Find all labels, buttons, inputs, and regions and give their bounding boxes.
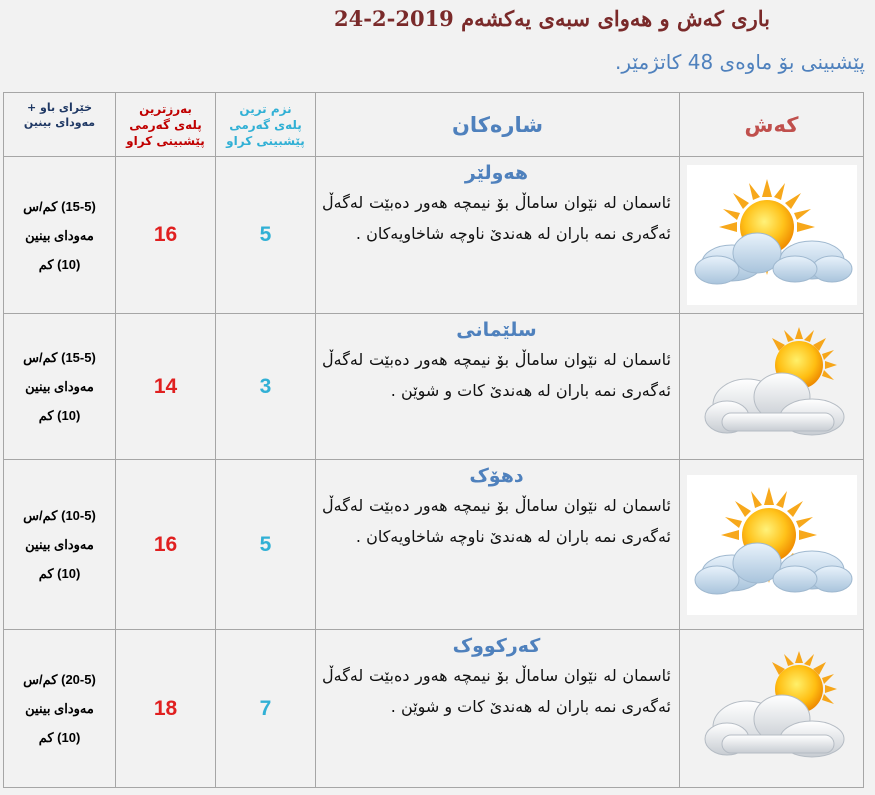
wind-visibility-cell [4, 157, 116, 314]
wind-speed: (20-5) کم/س [23, 672, 96, 687]
city-name: سلێمانی [456, 319, 537, 341]
table-row [4, 460, 864, 630]
visibility-label: مەودای بینین [25, 701, 94, 716]
city-name: کەرکووک [452, 635, 541, 657]
city-name: دهۆک [469, 465, 524, 487]
city-cell [316, 314, 680, 460]
header-wind-line: خێرای باو + [26, 100, 93, 114]
wind-visibility-cell [4, 314, 116, 460]
visibility-label: مەودای بینین [25, 537, 94, 552]
header-weather: کەش [680, 93, 864, 157]
weather-icon-cell [680, 157, 864, 314]
wind-speed: (10-5) کم/س [23, 508, 96, 523]
max-temp-cell: 16 [116, 460, 216, 630]
partly-cloudy-icon [687, 639, 857, 779]
table-header-row [4, 93, 864, 157]
page-subtitle: پێشبینی بۆ ماوەی 48 کاتژمێر. [615, 50, 865, 74]
forecast-description: ئاسمان لە نێوان ساماڵ بۆ نیمچە هەور دەبێت لەگەڵ ئەگەری نمە باران لە هەندێ ناوچە شاخاویەکان . [322, 193, 671, 243]
min-temp-cell: 5 [216, 157, 316, 314]
min-temp-cell: 5 [216, 460, 316, 630]
visibility-value: (10) کم [38, 256, 81, 272]
forecast-table [3, 92, 864, 788]
min-temp-cell: 3 [216, 314, 316, 460]
weather-icon-cell [680, 630, 864, 788]
table-row [4, 314, 864, 460]
city-cell [316, 157, 680, 314]
table-row [4, 157, 864, 314]
header-min-line2: پلەی گەرمی [229, 117, 302, 132]
weather-icon-cell [680, 314, 864, 460]
visibility-label: مەودای بینین [25, 379, 94, 394]
wind-visibility-cell [4, 460, 116, 630]
forecast-description: ئاسمان لە نێوان ساماڵ بۆ نیمچە هەور دەبێت لەگەڵ ئەگەری نمە باران لە هەندێ کات و شوێن . [322, 666, 671, 716]
city-name: هەولێر [464, 162, 529, 184]
header-cities: شارەکان [316, 93, 680, 157]
visibility-label: مەودای بینین [25, 227, 94, 243]
header-max-temp [116, 93, 216, 157]
header-max-line1: بەرزترین [139, 101, 192, 116]
visibility-value: (10) کم [38, 566, 81, 581]
visibility-value: (10) کم [38, 408, 81, 423]
wind-speed: (15-5) کم/س [23, 350, 96, 365]
max-temp-cell: 18 [116, 630, 216, 788]
page-title: باری کەش و هەوای سبەی یەکشەم 2019-2-24 [334, 6, 770, 31]
header-max-line3: پێشبینی کراو [126, 133, 205, 148]
table-row [4, 630, 864, 788]
max-temp-cell: 14 [116, 314, 216, 460]
city-cell [316, 460, 680, 630]
max-temp-cell: 16 [116, 157, 216, 314]
partly-cloudy-icon [687, 317, 857, 457]
header-min-temp [216, 93, 316, 157]
forecast-description: ئاسمان لە نێوان ساماڵ بۆ نیمچە هەور دەبێت لەگەڵ ئەگەری نمە باران لە هەندێ کات و شوێن . [322, 350, 671, 400]
wind-speed: (15-5) کم/س [23, 198, 96, 214]
header-wind-visibility [4, 93, 116, 157]
sun-behind-cloud-icon [687, 475, 857, 615]
header-visibility-line: مەودای بینین [23, 115, 96, 129]
min-temp-cell: 7 [216, 630, 316, 788]
forecast-description: ئاسمان لە نێوان ساماڵ بۆ نیمچە هەور دەبێت لەگەڵ ئەگەری نمە باران لە هەندێ ناوچە شاخاویەکان . [322, 496, 671, 546]
header-min-line1: نزم ترین [239, 101, 292, 116]
weather-icon-cell [680, 460, 864, 630]
visibility-value: (10) کم [38, 730, 81, 745]
sun-behind-cloud-icon [687, 165, 857, 305]
wind-visibility-cell [4, 630, 116, 788]
header-min-line3: پێشبینی کراو [226, 133, 305, 148]
header-max-line2: پلەی گەرمی [129, 117, 202, 132]
city-cell [316, 630, 680, 788]
